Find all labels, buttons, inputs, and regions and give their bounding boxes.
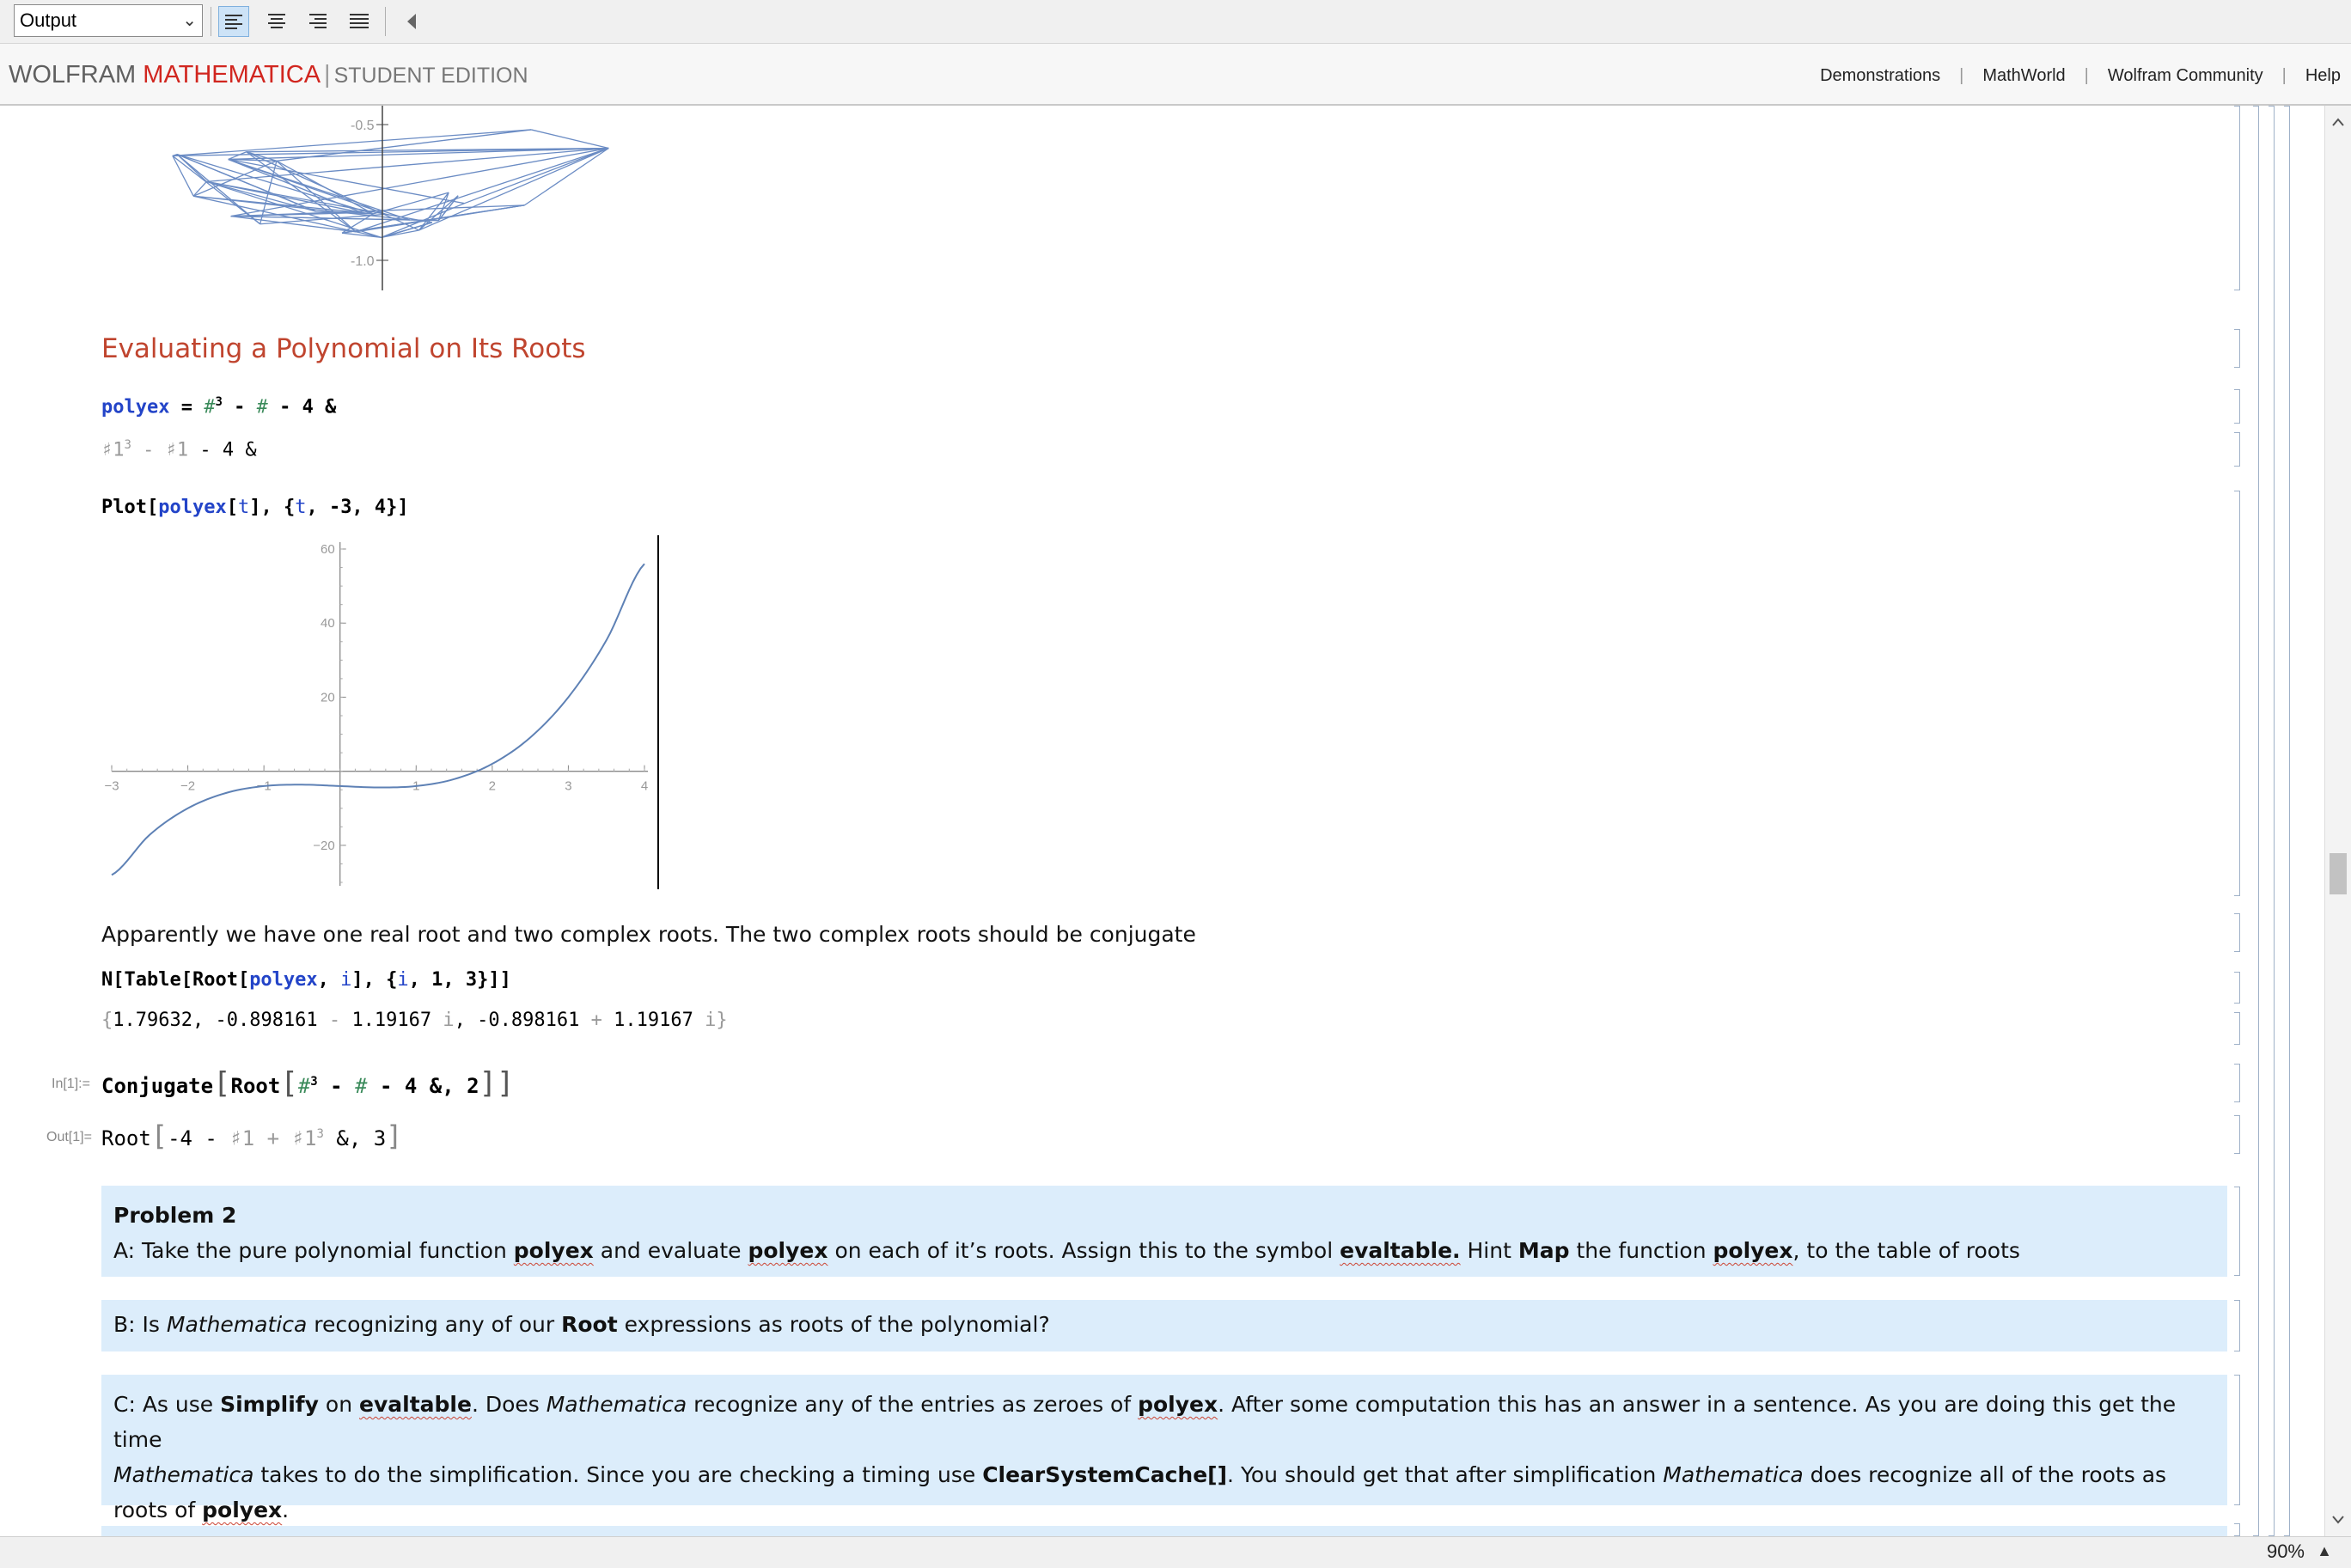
evaltable-ref: evaltable. [1340,1238,1461,1263]
slot: # [297,1074,311,1098]
slot: # [355,1074,368,1098]
map-ref: Map [1517,1238,1570,1263]
cell-bracket[interactable] [2234,1375,2240,1505]
root-value: -0.898161 [477,1010,580,1031]
symbol-polyex: polyex [158,497,227,518]
cell-bracket[interactable] [2234,329,2240,368]
wireframe-edge [173,156,193,196]
polyex-ref: polyex [513,1238,594,1263]
problem-2c-cell[interactable] [101,1375,2227,1522]
group-bracket[interactable] [2253,106,2259,1536]
brand-edition: STUDENT EDITION [333,64,528,88]
input-cell-conjugate[interactable]: Conjugate[Root[#$^3$ - # - 4 &, 2]] [101,1066,515,1101]
scroll-up-icon[interactable] [2325,113,2351,131]
zoom-up-icon[interactable]: ▲ [2317,1542,2332,1559]
group-bracket[interactable] [2284,106,2290,1536]
evaltable-ref: evaltable [359,1392,472,1417]
ntable-head: N[Table[Root[ [101,969,250,991]
symbol-polyex: polyex [249,969,318,991]
slot: # [204,396,216,418]
notebook-area[interactable] [0,106,2325,1536]
wireframe-edge [229,152,247,160]
slot: ♯1 [101,439,125,461]
toolbar [0,0,2351,44]
slot: ♯1 [229,1126,255,1150]
brand-mathematica: MATHEMATICA [143,61,321,88]
output-cell-polyex[interactable]: $♯1^3$ - ♯1 - 4 & [101,438,257,461]
root-tail: &, 3 [323,1126,387,1150]
in-label: In[1]:= [52,1077,90,1091]
wireframe-edge [438,192,449,221]
cell-bracket[interactable] [2234,432,2240,467]
conjugate-head: Conjugate [101,1074,214,1098]
comma: , [454,1010,478,1031]
imag-unit: i [431,1010,455,1031]
cell-bracket[interactable] [2234,1187,2240,1276]
minus: - [317,1010,352,1031]
plot-range: , -3, 4}] [306,497,409,518]
out-label: Out[1]= [46,1130,92,1144]
cell-bracket[interactable] [2234,491,2240,896]
problem-title: Problem 2 [113,1203,237,1228]
group-bracket[interactable] [2269,106,2275,1536]
plot-ticks [104,542,648,882]
vertical-scrollbar[interactable] [2324,106,2351,1536]
cell-bracket[interactable] [2234,1064,2240,1102]
align-left-icon [224,12,245,33]
root-head: Root [101,1126,151,1150]
slot: ♯1 [165,439,189,461]
toolbar-divider [385,7,386,36]
text-cell-note[interactable]: Apparently we have one real root and two complex roots. The two complex roots should be conjugate [101,922,1196,947]
x-tick-label: −3 [104,778,119,794]
punct: ], { [249,497,296,518]
problem-2b-cell[interactable] [101,1300,2227,1351]
y-tick-label: 60 [321,542,335,557]
brace: { [101,1010,113,1031]
plus: + [579,1010,614,1031]
cell-bracket[interactable] [2234,389,2240,424]
polyex-ref: polyex [202,1498,283,1522]
wireframe-plot-3d [137,106,636,295]
scroll-down-icon[interactable] [2325,1510,2351,1529]
cell-style-dropdown[interactable] [14,4,203,37]
equals: = [169,396,205,418]
cell-bracket[interactable] [2234,913,2240,952]
link-wolfram-community[interactable]: Wolfram Community [2107,66,2263,85]
align-center-button[interactable] [261,6,292,37]
root-body: -4 - [168,1126,230,1150]
problem-c-text: C: As use Simplify on evaltable. Does Mathematica recognize any of the entries as zeroes of polyex. After some computation this has an answer in a sentence. As you are doing this get the time Mathematica takes to do the simplification. Since you are checking a timing use ClearSystemCache[]. You should get that after simplification Mathematica does recognize all of the roots as roots of polyex. [113,1392,2177,1522]
wireframe-mesh [173,130,608,237]
plot-head: Plot[ [101,497,159,518]
punct: ], { [351,969,398,991]
x-tick-label: −1 [256,778,272,794]
tail: - 4 & [188,439,257,461]
align-left-button[interactable] [218,6,249,37]
polyex-ref: polyex [748,1238,828,1263]
align-justify-icon [349,11,369,32]
left-arrow-icon[interactable] [404,10,421,33]
plot-axes [112,542,648,886]
x-tick-label: 3 [565,778,572,794]
root-value: 1.79632, [113,1010,216,1031]
slot: # [256,396,268,418]
cell-bracket[interactable] [2234,1523,2240,1536]
plot-curve [112,564,644,875]
var-t: t [237,497,250,518]
problem-b-text: B: Is Mathematica recognizing any of our Root expressions as roots of the polynomial? [113,1312,1050,1337]
problem-2a-cell[interactable] [101,1186,2227,1277]
punct: , [317,969,341,991]
wireframe-edge [524,149,608,205]
chevron-down-icon: ⌄ [182,11,197,30]
x-tick-label: 4 [640,778,649,794]
align-right-button[interactable] [302,6,333,37]
x-tick-label: 2 [488,778,497,794]
link-demonstrations[interactable]: Demonstrations [1820,66,1941,85]
brace: } [716,1010,728,1031]
link-help[interactable]: Help [2305,66,2341,85]
wolfram-mathematica-logo: WOLFRAM MATHEMATICA | STUDENT EDITION [9,61,528,88]
cell-bracket[interactable] [2234,972,2240,1004]
brand-wolfram: WOLFRAM [9,61,137,88]
tail: - 4 & [267,396,337,418]
input-cell-polyex-definition[interactable]: polyex = #$^3$ - # - 4 & [101,395,337,418]
cell-bracket[interactable] [2234,1012,2240,1045]
wireframe-edge [531,130,608,149]
align-center-icon [266,11,287,32]
cell-style-value: Output [20,9,77,31]
zoom-level[interactable]: 90% [2266,1541,2305,1562]
problem-a-text: A: Take the pure polynomial function polyex and evaluate polyex on each of it’s roots. Assign this to the symbol evaltable. Hint Map the function polyex, to the table of roots [113,1238,2020,1263]
root-head: Root [230,1074,281,1098]
link-mathworld[interactable]: MathWorld [1982,66,2066,85]
root-value: -0.898161 [215,1010,318,1031]
wireframe-tick-label: -0.5 [351,119,375,133]
output-cell-roots[interactable] [101,1010,728,1031]
y-tick-label: 20 [321,690,335,705]
align-justify-button[interactable] [344,6,375,37]
status-bar [0,1536,2351,1568]
banner-links: Demonstrations | MathWorld | Wolfram Community | Help [1820,66,2341,85]
x-tick-label: −2 [180,778,196,794]
minus: - [222,396,257,418]
scrollbar-thumb[interactable] [2330,853,2347,894]
input-cell-ntable[interactable] [101,969,511,991]
var-i: i [340,969,352,991]
ntable-range: , 1, 3}]] [408,969,511,991]
polynomial-plot[interactable] [96,535,663,896]
section-title[interactable]: Evaluating a Polynomial on Its Roots [101,333,586,364]
imag-unit: i [693,1010,717,1031]
input-cell-plot[interactable]: Plot[polyex[t], {t, -3, 4}] [101,497,409,518]
output-cell-root[interactable]: Root[-4 - ♯1 + $♯1^3$ &, 3] [101,1120,403,1152]
root-value: 1.19167 [351,1010,432,1031]
var-t: t [295,497,307,518]
plus: + [254,1126,292,1150]
slot: ♯1 [291,1126,317,1150]
wireframe-edge [464,149,608,204]
cell-bracket[interactable] [2234,106,2240,290]
x-tick-label: 1 [412,778,420,794]
root-value: 1.19167 [614,1010,693,1031]
var-i: i [397,969,409,991]
student-edition-banner [0,44,2351,106]
polyex-ref: polyex [1713,1238,1793,1263]
cell-bracket[interactable] [2234,1115,2240,1154]
wireframe-edge [419,149,609,230]
wireframe-edge [373,192,449,214]
tail: - 4 &, 2 [367,1074,479,1098]
wireframe-tick-label: -1.0 [351,254,375,269]
wireframe-edge [206,181,315,211]
y-tick-label: −20 [313,838,335,853]
polyex-ref: polyex [1138,1392,1218,1417]
y-tick-label: 40 [321,616,335,631]
cell-bracket[interactable] [2234,1300,2240,1351]
align-right-icon [308,11,328,32]
symbol-polyex: polyex [101,396,170,418]
